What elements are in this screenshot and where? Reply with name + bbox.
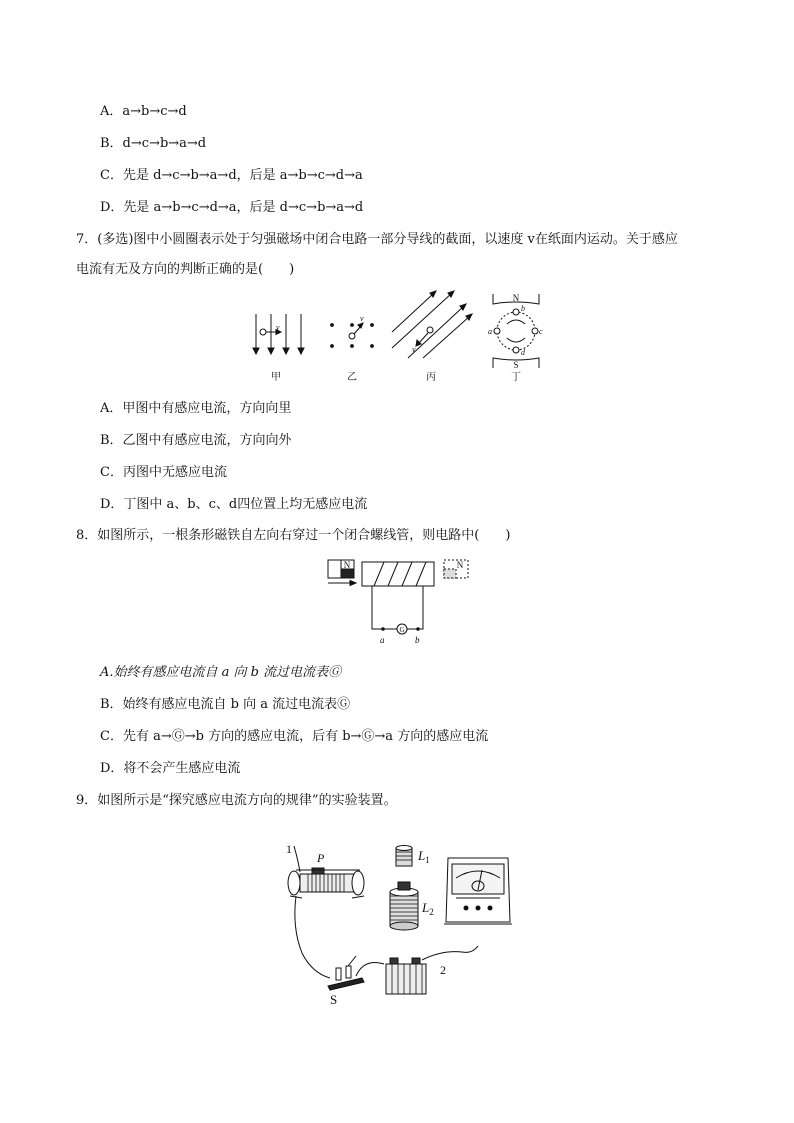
q8-option-a: A.始终有感应电流自 a 向 b 流过电流表Ⓖ	[100, 665, 342, 680]
q6-option-c: C．先是 d→c→b→a→d，后是 a→b→c→d→a	[100, 168, 363, 183]
q8-option-b: B．始终有感应电流自 b 向 a 流过电流表Ⓖ	[100, 697, 351, 712]
label-c-ding: c	[539, 327, 543, 336]
q7-figure	[248, 290, 558, 385]
q8-option-c: C．先有 a→Ⓖ→b 方向的感应电流，后有 b→Ⓖ→a 方向的感应电流	[100, 729, 489, 744]
wire-switch-battery	[356, 963, 384, 977]
wire-2	[422, 946, 478, 960]
label-b: b	[415, 635, 420, 645]
label-bing: 丙	[426, 372, 436, 383]
label-G: G	[399, 626, 405, 634]
label-d-ding: d	[521, 348, 525, 357]
label-S-ding: S	[513, 360, 519, 370]
q7-stem-line1: 7．(多选)图中小圆圈表示处于匀强磁场中闭合电路一部分导线的截面，以速度 v在纸面内运动。关于感应	[76, 232, 678, 247]
switch-S	[328, 956, 364, 990]
solenoid	[362, 562, 434, 586]
q9-figure	[272, 838, 512, 1008]
q7-option-d: D．丁图中 a、b、c、d四位置上均无感应电流	[100, 497, 368, 512]
battery	[386, 958, 426, 994]
label-a: a	[380, 635, 385, 645]
label-S: S	[330, 992, 338, 1007]
q8-stem: 8．如图所示，一根条形磁铁自左向右穿过一个闭合螺线管，则电路中( )	[76, 528, 511, 543]
label-1: 1	[286, 842, 292, 856]
label-N-left: N	[343, 560, 351, 570]
q6-option-a: A．a→b→c→d	[100, 104, 187, 119]
rheostat	[288, 868, 364, 898]
q8-figure	[326, 558, 474, 648]
q7-option-a: A．甲图中有感应电流，方向向里	[100, 401, 292, 416]
q7-option-b: B．乙图中有感应电流，方向向外	[100, 433, 292, 448]
q6-option-b: B．d→c→b→a→d	[100, 136, 207, 151]
label-b-ding: b	[521, 304, 525, 313]
label-L1: $L_1$	[418, 848, 430, 865]
figure-ding	[488, 293, 543, 383]
label-N-right: N	[456, 560, 464, 570]
label-v-jia: v	[276, 323, 280, 332]
label-P: P	[317, 851, 325, 865]
label-2: 2	[440, 963, 446, 977]
label-jia: 甲	[271, 372, 281, 383]
figure-jia	[253, 314, 304, 383]
label-a-ding: a	[488, 327, 492, 336]
label-ding: 丁	[511, 372, 521, 383]
q6-option-d: D．先是 a→b→c→d→a，后是 d→c→b→a→d	[100, 200, 364, 215]
coil-L2	[390, 882, 418, 930]
q8-option-d: D．将不会产生感应电流	[100, 761, 241, 776]
label-L2: $L_2$	[422, 900, 434, 917]
q7-option-c: C．丙图中无感应电流	[100, 465, 227, 480]
galvanometer-box	[444, 858, 512, 924]
figure-bing	[392, 291, 472, 383]
coil-L1	[396, 846, 412, 867]
label-v-bing: v	[412, 345, 416, 354]
label-v-yi: v	[360, 314, 364, 323]
wire-1	[294, 846, 300, 872]
q9-stem: 9．如图所示是“探究感应电流方向的规律”的实验装置。	[76, 793, 397, 808]
figure-yi	[331, 314, 374, 383]
wire-rheostat-switch	[295, 896, 330, 978]
label-yi: 乙	[347, 372, 357, 383]
label-N-ding: N	[512, 293, 520, 303]
q7-stem-line2: 电流有无及方向的判断正确的是( )	[76, 262, 295, 277]
